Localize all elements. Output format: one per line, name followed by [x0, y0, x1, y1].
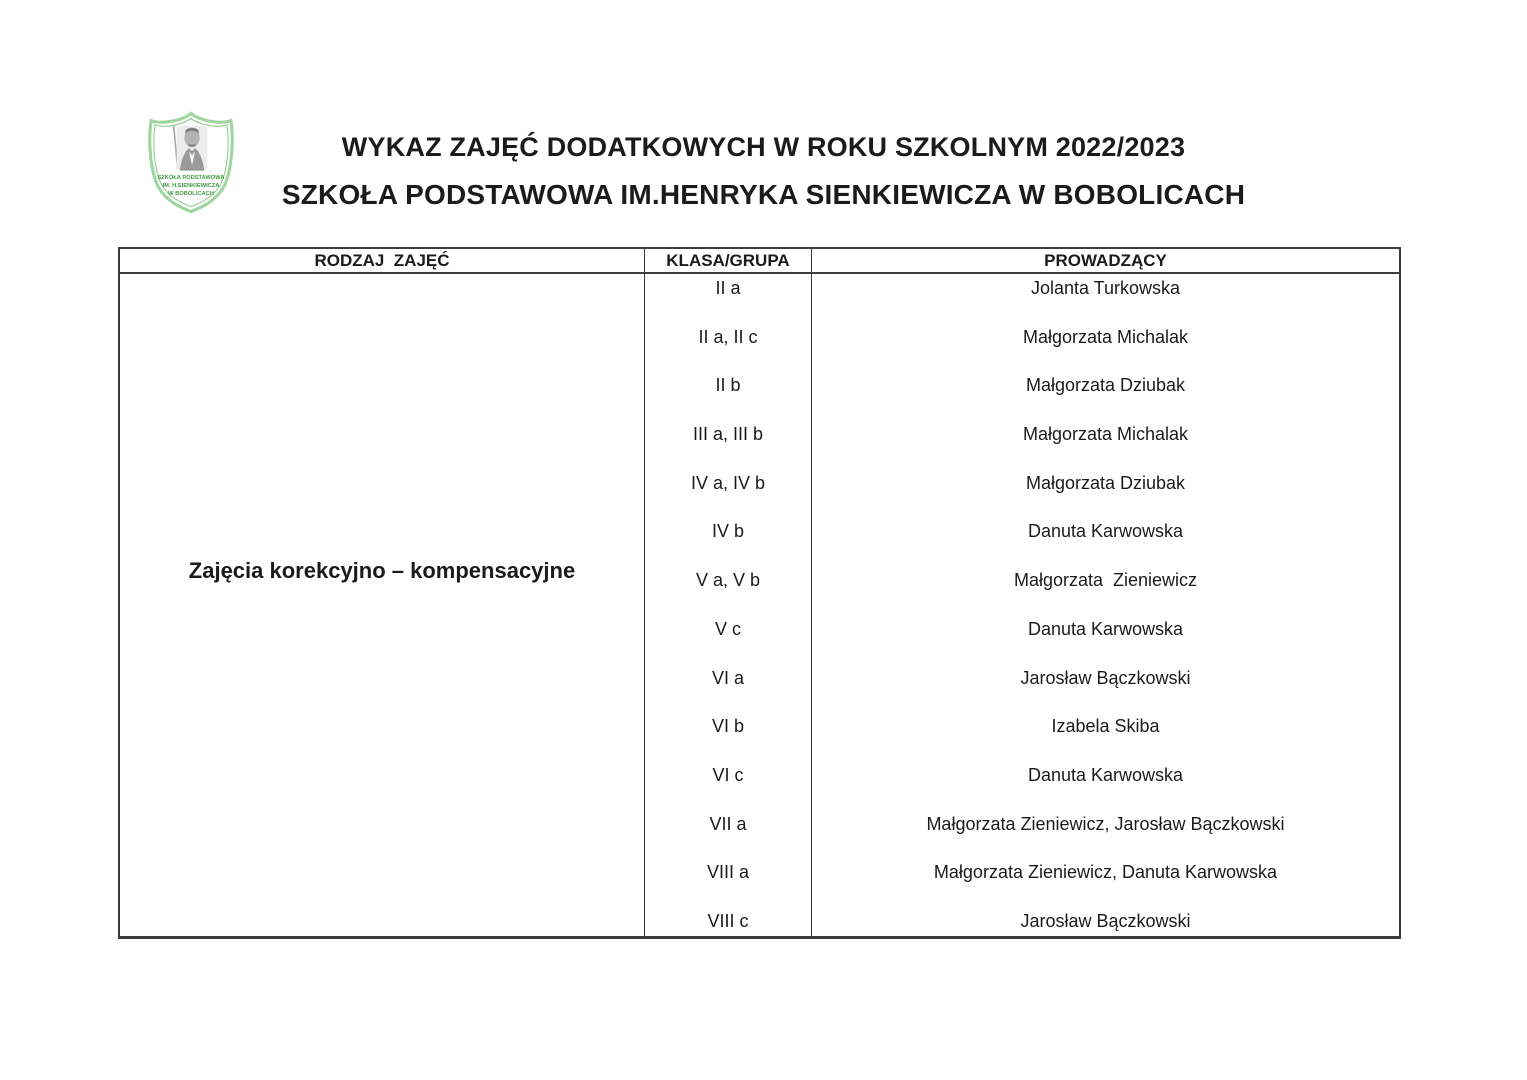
- klasa-value: VI b: [711, 716, 745, 737]
- prowadzacy-value: Danuta Karwowska: [1027, 618, 1184, 639]
- klasa-value: V a, V b: [695, 570, 761, 591]
- klasa-value: IV b: [711, 521, 745, 542]
- klasa-value: II a: [715, 278, 741, 298]
- prowadzacy-value: Jolanta Turkowska: [1030, 278, 1181, 298]
- prowadzacy-value: Izabela Skiba: [1051, 716, 1160, 737]
- klasa-value: V c: [714, 618, 741, 639]
- prowadzacy-value: Małgorzata Dziubak: [1025, 472, 1186, 493]
- prowadzacy-value: Małgorzata Michalak: [1022, 326, 1189, 347]
- klasa-value: II a, II c: [698, 326, 758, 347]
- prowadzacy-column: [811, 274, 1399, 936]
- table-body: [120, 274, 1399, 936]
- header-prowadzacy: PROWADZĄCY: [811, 249, 1399, 272]
- prowadzacy-value: Małgorzata Dziubak: [1025, 375, 1186, 396]
- table-header-row: [120, 249, 1399, 274]
- klasa-column: [644, 274, 811, 936]
- activity-label: Zajęcia korekcyjno – kompensacyjne: [188, 558, 576, 583]
- document-header: [0, 132, 1527, 211]
- activity-cell: [120, 274, 644, 936]
- logo-text-line3: W BOBOLICACH: [168, 191, 214, 198]
- page-subtitle: SZKOŁA PODSTAWOWA IM.HENRYKA SIENKIEWICZA W BOBOLICACH: [281, 179, 1246, 210]
- prowadzacy-value: Małgorzata Zieniewicz, Danuta Karwowska: [933, 862, 1278, 883]
- header-klasa-grupa: KLASA/GRUPA: [644, 249, 811, 272]
- schedule-table: [118, 247, 1401, 939]
- klasa-value: VIII c: [707, 910, 749, 931]
- prowadzacy-value: Jarosław Bączkowski: [1020, 667, 1191, 688]
- klasa-value: VIII a: [706, 862, 750, 883]
- prowadzacy-value: Jarosław Bączkowski: [1020, 910, 1191, 931]
- logo-text-line1: SZKOŁA PODSTAWOWA: [157, 174, 225, 181]
- logo-text-line2: IM. H.SIENKIEWICZA: [162, 183, 220, 190]
- klasa-value: VI a: [711, 667, 745, 688]
- prowadzacy-value: Małgorzata Zieniewicz, Jarosław Bączkowski: [926, 813, 1285, 834]
- klasa-value: II b: [715, 375, 741, 396]
- prowadzacy-value: Danuta Karwowska: [1027, 521, 1184, 542]
- prowadzacy-value: Małgorzata Michalak: [1022, 424, 1189, 445]
- header-rodzaj-zajec: RODZAJ ZAJĘĆ: [314, 250, 450, 270]
- prowadzacy-value: Małgorzata Zieniewicz: [1013, 570, 1198, 591]
- klasa-value: VI c: [712, 764, 744, 785]
- klasa-value: III a, III b: [692, 424, 764, 445]
- page-title: WYKAZ ZAJĘĆ DODATKOWYCH W ROKU SZKOLNYM 2022/2023: [341, 132, 1186, 162]
- klasa-value: IV a, IV b: [690, 472, 766, 493]
- klasa-value: VII a: [709, 813, 747, 834]
- prowadzacy-value: Danuta Karwowska: [1027, 764, 1184, 785]
